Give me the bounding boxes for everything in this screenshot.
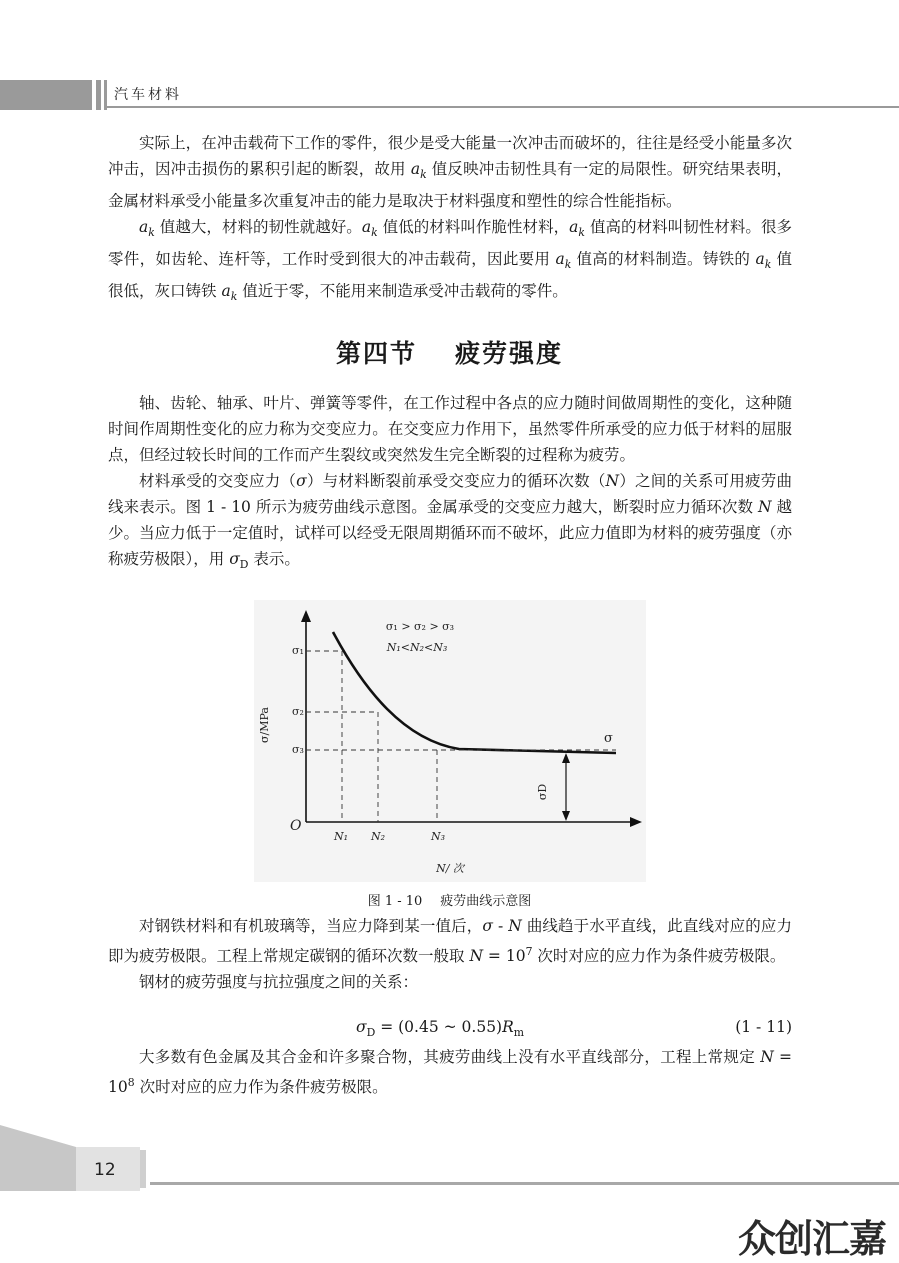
body-text-bottom bbox=[108, 913, 792, 995]
y-tick-label: σ₂ bbox=[292, 705, 304, 718]
y-tick-label: σ₁ bbox=[292, 644, 304, 657]
footer-tab-shape bbox=[0, 1125, 140, 1191]
header-gray-block bbox=[0, 80, 92, 110]
x-tick-label: N₂ bbox=[371, 830, 386, 843]
y-axis-label: σ/MPa bbox=[258, 707, 271, 743]
legend-n-order: N₁<N₂<N₃ bbox=[386, 641, 448, 654]
origin-label: O bbox=[290, 818, 302, 834]
header-divider-bar bbox=[96, 80, 101, 110]
legend-sigma-order: σ₁ > σ₂ > σ₃ bbox=[385, 620, 455, 633]
watermark-logo: 众创汇嘉 bbox=[738, 1217, 887, 1261]
page-number: 12 bbox=[94, 1160, 116, 1180]
paragraph-fatigue-curve: 材料承受的交变应力（σ）与材料断裂前承受交变应力的循环次数（N）之间的关系可用疲劳曲线来表示。图 1 - 10 所示为疲劳曲线示意图。金属承受的交变应力越大，断裂时应力循环次数 N 越少。当应力低于一定值时，试样可以经受无限周期循环而不破坏，此应力值即为材料的疲劳强度（亦称疲劳极限），用 $\sigma_D$ 表示。 bbox=[108, 472, 792, 572]
footer-rule bbox=[150, 1182, 899, 1185]
x-tick-label: N₃ bbox=[431, 830, 446, 843]
running-header-title: 汽车材料 bbox=[114, 87, 182, 103]
header-rule bbox=[107, 106, 899, 108]
fatigue-curve-figure bbox=[254, 600, 646, 882]
body-text-nonferrous bbox=[108, 1044, 792, 1100]
x-tick-label: N₁ bbox=[334, 830, 349, 843]
formula-number: (1 - 11) bbox=[735, 1018, 792, 1036]
body-text-fatigue bbox=[108, 390, 792, 578]
figure-caption: 图 1 - 10 疲劳曲线示意图 bbox=[367, 894, 532, 909]
paragraph-impact-limit: 实际上，在冲击载荷下工作的零件，很少是受大能量一次冲击而破坏的，往往是经受小能量多次冲击，因冲击损伤的累积引起的断裂，故用 $a_k$ 值反映冲击韧性具有一定的局限性。研究结果表明，金属材料承受小能量多次重复冲击的能力是取决于材料强度和塑性的综合性能指标。 bbox=[108, 134, 792, 211]
sigma-d-label: σD bbox=[536, 783, 549, 801]
paragraph-ak-value: $a_k$ 值越大，材料的韧性就越好。$a_k$ 值低的材料叫作脆性材料，$a_k$ 值高的材料叫韧性材料。很多零件，如齿轮、连杆等，工作时受到很大的冲击载荷，因此要用 $a_k$ 值高的材料制造。铸铁的 $a_k$ 值很低，灰口铸铁 $a_k$ 值近于零，不能用来制造承受冲击载荷的零件。 bbox=[108, 218, 792, 304]
body-text-top bbox=[108, 130, 792, 310]
paragraph-steel-fatigue-limit: 对钢铁材料和有机玻璃等，当应力降到某一值后，σ - N 曲线趋于水平直线，此直线对应的应力即为疲劳极限。工程上常规定碳钢的循环次数一般取 $N = 10^7$ 次时对应的应力作为条件疲劳极限。 bbox=[108, 917, 792, 966]
curve-label: σ bbox=[604, 731, 613, 746]
x-axis-label: N/ 次 bbox=[436, 862, 464, 875]
formula-expression: $\sigma_D = (0.45$ ~ $0.55)R_m$ bbox=[356, 1018, 525, 1040]
paragraph-alternating-stress: 轴、齿轮、轴承、叶片、弹簧等零件，在工作过程中各点的应力随时间做周期性的变化，这种随时间作周期性变化的应力称为交变应力。在交变应力作用下，虽然零件所承受的应力低于材料的屈服点，但经过较长时间的工作而产生裂纹或突然发生完全断裂的过程称为疲劳。 bbox=[108, 394, 792, 464]
footer-divider-bar bbox=[140, 1150, 146, 1188]
section-title: 第四节 疲劳强度 bbox=[335, 339, 564, 368]
formula-1-11 bbox=[108, 1018, 792, 1044]
y-tick-label: σ₃ bbox=[292, 743, 304, 756]
paragraph-relation: 钢材的疲劳强度与抗拉强度之间的关系： bbox=[139, 973, 419, 992]
paragraph-nonferrous: 大多数有色金属及其合金和许多聚合物，其疲劳曲线上没有水平直线部分，工程上常规定 $N = 10^8$ 次时对应的应力作为条件疲劳极限。 bbox=[108, 1048, 792, 1097]
